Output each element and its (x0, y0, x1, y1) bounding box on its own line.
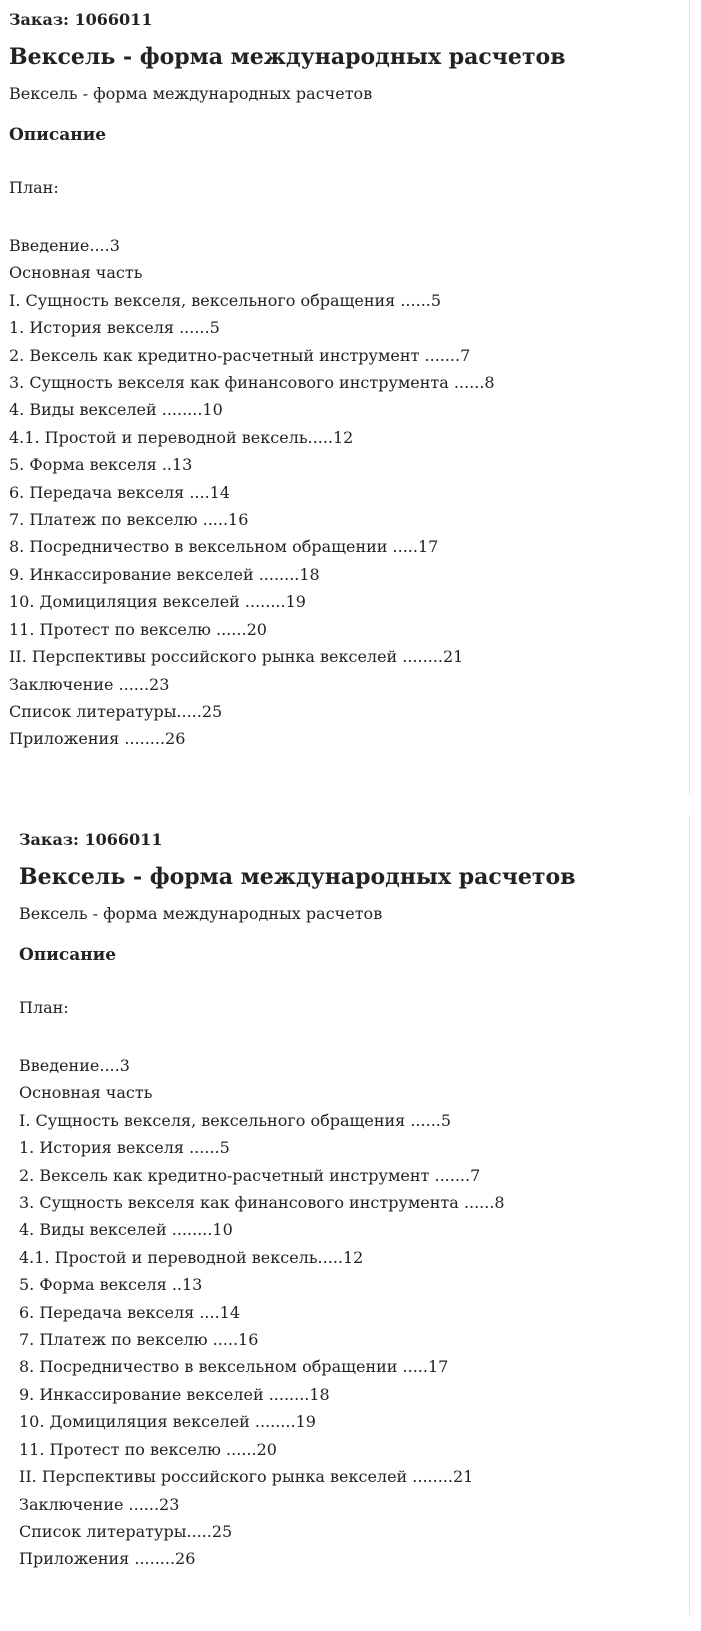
toc-item: 9. Инкассирование векселей ........18 (9, 564, 320, 584)
toc-item: 4.1. Простой и переводной вексель.....12 (19, 1247, 364, 1267)
toc-item: II. Перспективы российского рынка векселей ........21 (9, 647, 464, 667)
order-card-1 (0, 0, 690, 795)
toc-item: 3. Сущность векселя как финансового инструмента ......8 (9, 373, 495, 393)
toc-item: 4. Виды векселей ........10 (19, 1220, 233, 1240)
order-number: Заказ: 1066011 (19, 830, 163, 849)
toc-item: Основная часть (9, 263, 143, 283)
plan-label: План: (9, 178, 59, 197)
toc-item: 2. Вексель как кредитно-расчетный инструмент .......7 (9, 345, 471, 365)
toc-item: 5. Форма векселя ..13 (19, 1275, 203, 1295)
toc-item: 1. История векселя ......5 (19, 1138, 230, 1158)
toc-item: 2. Вексель как кредитно-расчетный инструмент .......7 (19, 1165, 481, 1185)
toc-item: 9. Инкассирование векселей ........18 (19, 1384, 330, 1404)
toc-item: 11. Протест по векселю ......20 (19, 1439, 277, 1459)
work-title: Вексель - форма международных расчетов (9, 44, 566, 70)
toc-item: Введение....3 (9, 236, 120, 255)
description-heading: Описание (9, 125, 107, 145)
toc-item: 7. Платеж по векселю .....16 (9, 510, 249, 530)
toc-item: Основная часть (19, 1083, 153, 1103)
toc-item: Список литературы.....25 (9, 701, 223, 721)
toc-item: 8. Посредничество в вексельном обращении .....17 (9, 537, 439, 557)
toc-item: Приложения ........26 (19, 1549, 196, 1569)
toc-item: Список литературы.....25 (19, 1521, 233, 1541)
description-heading: Описание (19, 945, 117, 965)
toc-item: 5. Форма векселя ..13 (9, 455, 193, 475)
toc-item: 11. Протест по векселю ......20 (9, 619, 267, 639)
toc-item: 7. Платеж по векселю .....16 (19, 1330, 259, 1350)
toc-item: 8. Посредничество в вексельном обращении .....17 (19, 1357, 449, 1377)
toc-item: 4.1. Простой и переводной вексель.....12 (9, 427, 354, 447)
toc-item: Введение....3 (19, 1056, 130, 1075)
toc-item: 6. Передача векселя ....14 (19, 1302, 241, 1322)
toc-item: 6. Передача векселя ....14 (9, 482, 231, 502)
work-title: Вексель - форма международных расчетов (19, 864, 576, 890)
toc-item: Заключение ......23 (9, 674, 170, 694)
table-of-contents (9, 232, 689, 753)
toc-item: II. Перспективы российского рынка векселей ........21 (19, 1467, 474, 1487)
toc-item: I. Сущность векселя, вексельного обращения ......5 (9, 290, 442, 310)
work-subtitle: Вексель - форма международных расчетов (19, 904, 383, 923)
order-number: Заказ: 1066011 (9, 10, 153, 29)
toc-item: I. Сущность векселя, вексельного обращения ......5 (19, 1110, 452, 1130)
toc-item: 10. Домициляция векселей ........19 (9, 592, 306, 612)
toc-item: 10. Домициляция векселей ........19 (19, 1412, 316, 1432)
work-subtitle: Вексель - форма международных расчетов (9, 84, 373, 103)
toc-item: 4. Виды векселей ........10 (9, 400, 223, 420)
toc-item: Приложения ........26 (9, 729, 186, 749)
toc-item: 3. Сущность векселя как финансового инструмента ......8 (19, 1193, 505, 1213)
table-of-contents (19, 1052, 689, 1573)
toc-item: 1. История векселя ......5 (9, 318, 220, 338)
plan-label: План: (19, 998, 69, 1017)
toc-item: Заключение ......23 (19, 1494, 180, 1514)
order-card-2 (0, 815, 690, 1615)
